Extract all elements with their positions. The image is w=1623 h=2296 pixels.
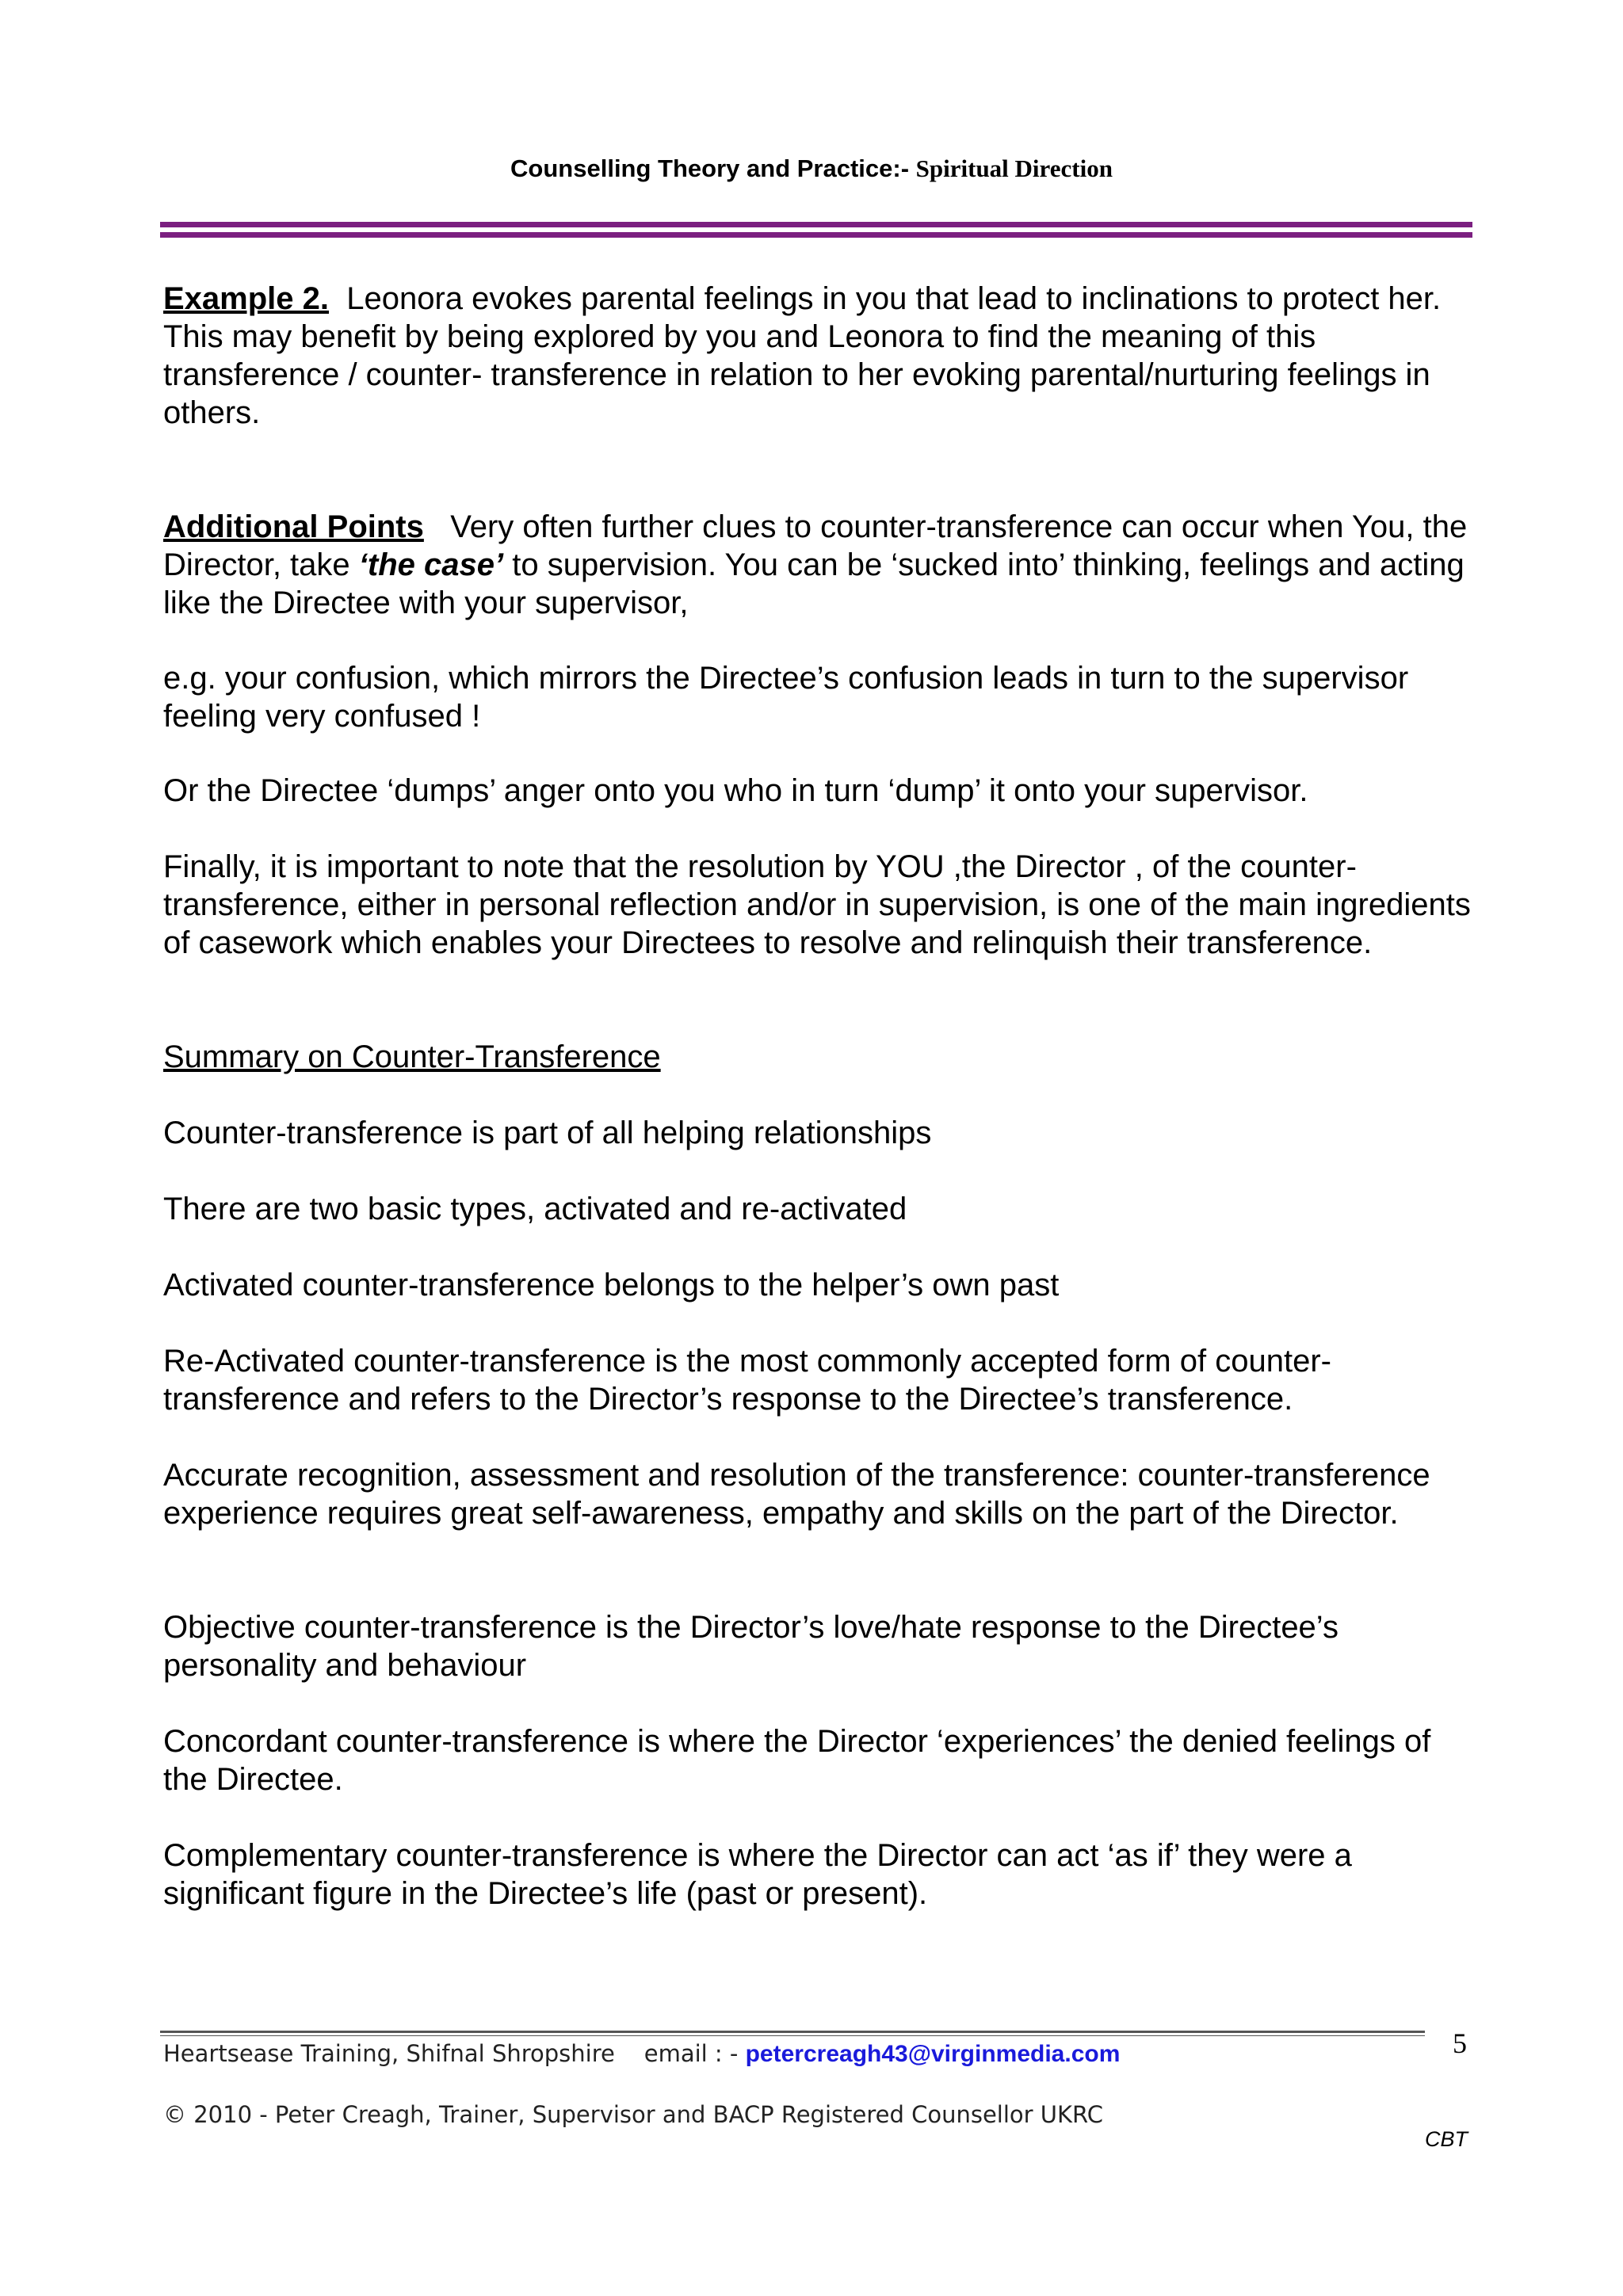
page-number: 5 [1453,2027,1467,2059]
summary-item [163,1190,1479,1228]
footer-copyright: © 2010 - Peter Creagh, Trainer, Supervisor and BACP Registered Counsellor UKRC [163,2101,1103,2128]
summary-item-text: Re-Activated counter-transference is the most commonly accepted form of counter-transference and refers to the Director’s response to the Directee’s transference. [163,1344,1331,1417]
footer-rule [160,2031,1425,2033]
footer-tag: CBT [1425,2127,1468,2151]
summary-item-text: Concordant counter-transference is where the Director ‘experiences’ the denied feelings of the Directee. [163,1724,1431,1797]
summary-item-text: There are two basic types, activated and re-activated [163,1192,907,1226]
summary-item [163,1608,1479,1684]
summary-item-text: Counter-transference is part of all helping relationships [163,1116,932,1150]
example-2-paragraph [163,280,1479,432]
summary-item [163,1722,1479,1798]
footer-email-link[interactable]: petercreagh43@virginmedia.com [745,2041,1121,2067]
example-2-label: Example 2. [163,281,330,316]
page-header [0,154,1623,183]
summary-item [163,1342,1479,1418]
the-case-emphasis: ‘the case’ [358,547,504,582]
footer-org: Heartsease Training, Shifnal Shropshire [163,2040,615,2067]
header-rule-bottom [160,232,1472,238]
summary-item [163,1456,1479,1532]
eg-paragraph [163,659,1479,735]
additional-text-a: Very often further clues to counter-transference can occur when You, the Director, take [163,509,1468,582]
additional-text-b: to supervision. You can be ‘sucked into’ thinking, feelings and acting like the Directee with your supervisor, [163,547,1465,620]
summary-item-text: Activated counter-transference belongs to the helper’s own past [163,1268,1060,1302]
header-rule-top [160,222,1472,227]
footer-email-label: email : - [643,2040,739,2067]
summary-item [163,1114,1479,1152]
summary-item-text: Objective counter-transference is the Director’s love/hate response to the Directee’s personality and behaviour [163,1610,1338,1683]
summary-item-text: Complementary counter-transference is where the Director can act ‘as if’ they were a significant figure in the Directee’s life (past or present). [163,1838,1352,1911]
additional-points-paragraph [163,508,1479,622]
dumps-text: Or the Directee ‘dumps’ anger onto you who in turn ‘dump’ it onto your supervisor. [163,773,1308,808]
summary-item [163,1266,1479,1304]
header-subtitle: Spiritual Direction [915,154,1113,182]
summary-heading-block [163,1038,1479,1076]
header-title: Counselling Theory and Practice:- [510,154,910,182]
footer-line-1 [163,2040,1120,2068]
summary-item-text: Accurate recognition, assessment and resolution of the transference: counter-transference experience requires great self-awareness, empathy and skills on the part of the Director. [163,1458,1430,1531]
dumps-paragraph [163,772,1479,810]
finally-paragraph [163,848,1479,962]
additional-points-label: Additional Points [163,509,424,544]
eg-text: e.g. your confusion, which mirrors the Directee’s confusion leads in turn to the supervisor feeling very confused ! [163,661,1409,734]
summary-item [163,1836,1479,1913]
example-2-text: Leonora evokes parental feelings in you that lead to inclinations to protect her. This may benefit by being explored by you and Leonora to find the meaning of this transference / counter- transference in relation to her evoking parental/nurturing feelings in others. [163,281,1442,430]
finally-text: Finally, it is important to note that the resolution by YOU ,the Director , of the counter-transference, either in personal reflection and/or in supervision, is one of the main ingredients of casework which enables your Directees to resolve and relinquish their transference. [163,849,1471,960]
summary-heading: Summary on Counter-Transference [163,1039,661,1074]
footer-rule-thin [160,2035,1425,2036]
